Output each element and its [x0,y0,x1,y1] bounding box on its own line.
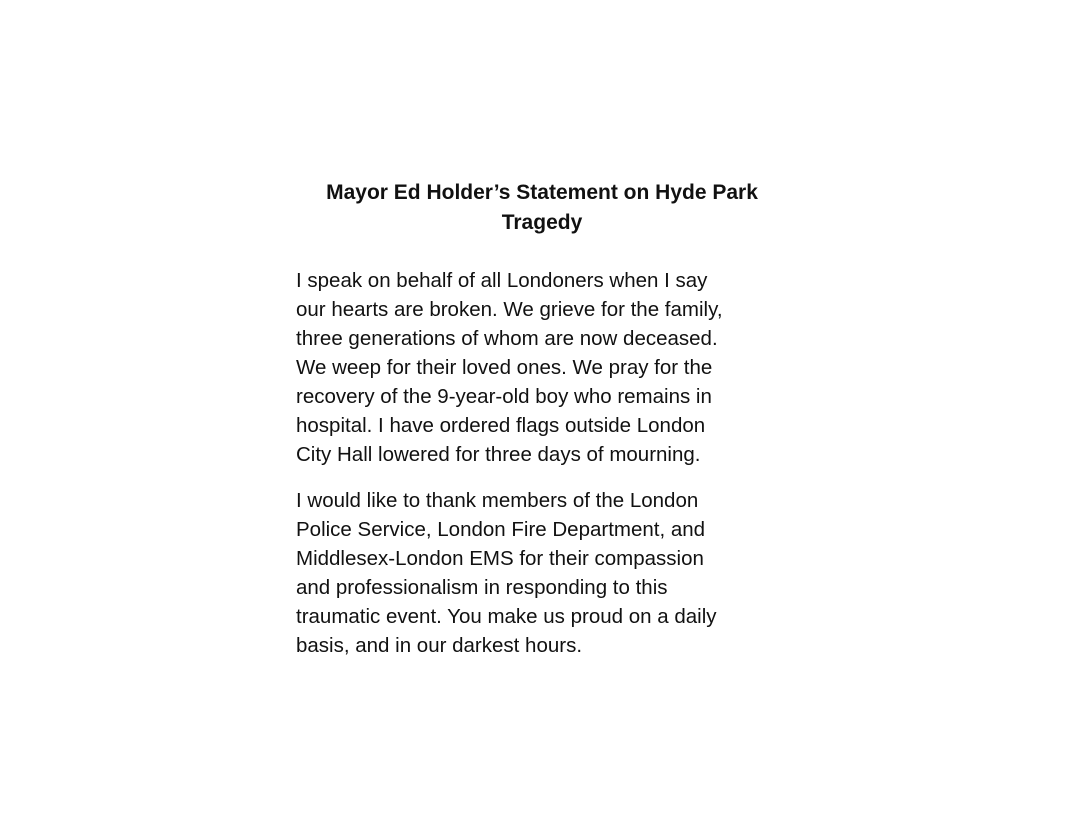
paragraph-line: our hearts are broken. We grieve for the family, [296,298,723,321]
paragraph-line: I speak on behalf of all Londoners when I say [296,269,708,292]
paragraph-line: Police Service, London Fire Department, and [296,518,706,541]
title-line: Mayor Ed Holder’s Statement on Hyde Park [326,181,758,204]
paragraph-line: and professionalism in responding to this [296,576,668,599]
paragraph-line: I would like to thank members of the London [296,489,699,512]
statement-paragraph-2 [296,486,796,660]
paragraph-line: basis, and in our darkest hours. [296,634,583,657]
paragraph-line: three generations of whom are now deceased. [296,327,718,350]
paragraph-line: hospital. I have ordered flags outside London [296,414,706,437]
statement-document [296,178,796,660]
paragraph-line: recovery of the 9-year-old boy who remains in [296,385,712,408]
paragraph-line: We weep for their loved ones. We pray for the [296,356,713,379]
paragraph-line: Middlesex-London EMS for their compassion [296,547,704,570]
statement-paragraph-1 [296,266,796,469]
paragraph-line: City Hall lowered for three days of mourning. [296,443,701,466]
statement-title [296,178,788,238]
paragraph-line: traumatic event. You make us proud on a daily [296,605,717,628]
title-line: Tragedy [501,211,583,234]
